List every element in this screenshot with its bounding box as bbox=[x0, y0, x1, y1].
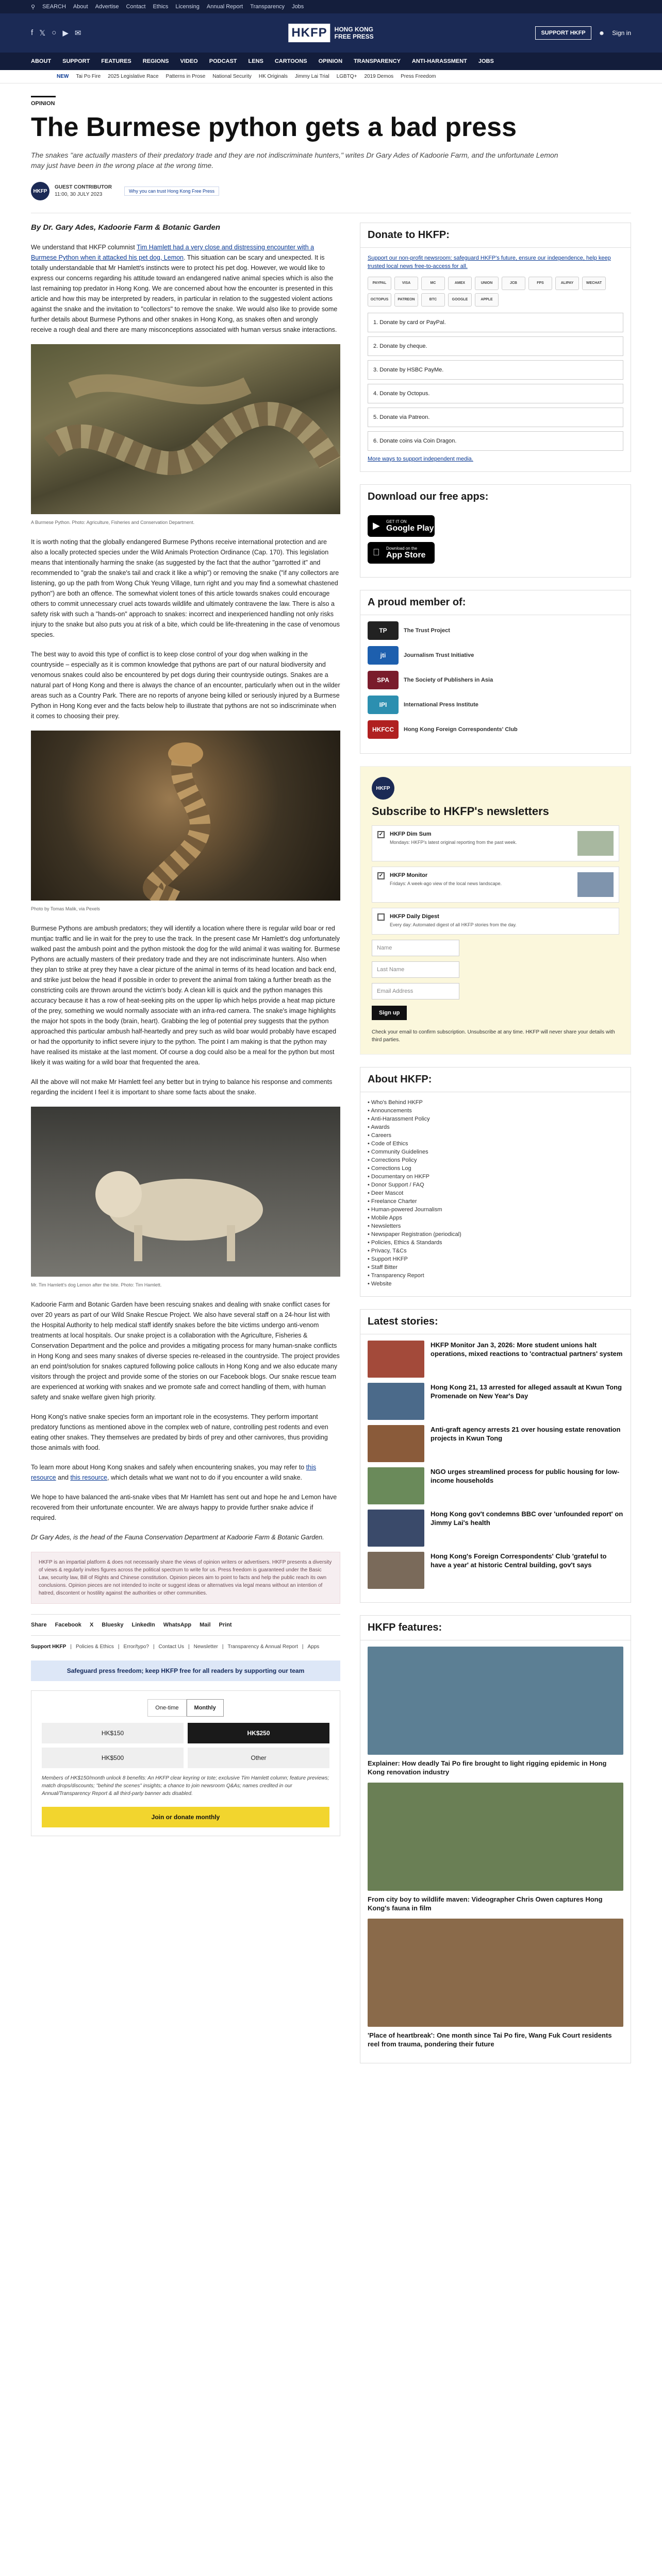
support-hkfp-button[interactable]: SUPPORT HKFP bbox=[535, 26, 591, 40]
news-item[interactable] bbox=[368, 1510, 623, 1547]
sign-in-link[interactable]: Sign in bbox=[612, 29, 631, 37]
nav-item[interactable]: ANTI-HARASSMENT bbox=[411, 58, 467, 64]
footer-link[interactable]: Policies & Ethics bbox=[75, 1644, 114, 1650]
member-org[interactable] bbox=[368, 646, 623, 665]
trending-label: NEW bbox=[57, 74, 69, 79]
ipi-logo: IPI bbox=[368, 696, 399, 714]
share-whatsapp-button[interactable]: WhatsApp bbox=[163, 1622, 192, 1628]
about-link[interactable]: • Awards bbox=[368, 1123, 623, 1131]
utility-link[interactable]: Advertise bbox=[95, 4, 119, 10]
feature-title[interactable]: Explainer: How deadly Tai Po fire brought to light rigging epidemic in Hong Kong renovation industry bbox=[368, 1759, 607, 1776]
logo-mark: HKFP bbox=[288, 24, 330, 42]
python-illustration bbox=[31, 344, 340, 514]
badge-big: Google Play bbox=[386, 523, 434, 533]
share-label: Share bbox=[31, 1622, 47, 1628]
option-name: HKFP Daily Digest bbox=[390, 913, 439, 920]
donate-option[interactable]: 2. Donate by cheque. bbox=[368, 336, 623, 356]
member-name: Hong Kong Foreign Correspondents' Club bbox=[404, 726, 518, 733]
dog-lemon-photo bbox=[31, 1107, 340, 1277]
mastercard-icon: MC bbox=[421, 277, 445, 290]
feature-image[interactable] bbox=[368, 1647, 623, 1755]
amount-option[interactable]: HK$150 bbox=[42, 1723, 184, 1743]
paragraph: All the above will not make Mr Hamlett feel any better but in trying to balance his response and comments regarding the incident I feel it is important to share some facts about the snake. bbox=[31, 1078, 333, 1096]
news-item[interactable] bbox=[368, 1341, 623, 1378]
badge-small: Download on the bbox=[386, 546, 418, 551]
news-thumbnail[interactable] bbox=[368, 1341, 424, 1378]
footer-link[interactable]: Contact Us bbox=[158, 1644, 185, 1650]
wechat-icon: WECHAT bbox=[582, 277, 606, 290]
feature-title[interactable]: From city boy to wildlife maven: Videographer Chris Owen captures Hong Kong's fauna in film bbox=[368, 1895, 603, 1912]
trending-link[interactable]: 2025 Legislative Race bbox=[108, 74, 159, 79]
about-link[interactable]: • Corrections Log bbox=[368, 1164, 623, 1173]
author-info bbox=[55, 184, 112, 198]
dog-illustration bbox=[31, 1107, 340, 1277]
nav-item[interactable]: REGIONS bbox=[142, 58, 169, 64]
share-linkedin-button[interactable]: LinkedIn bbox=[131, 1622, 155, 1628]
patreon-icon: PATREON bbox=[394, 293, 418, 307]
option-name: HKFP Monitor bbox=[390, 872, 428, 878]
article-byline: By Dr. Gary Ades, Kadoorie Farm & Botanic Garden bbox=[31, 223, 221, 232]
paragraph: The best way to avoid this type of conflict is to keep close control of your dog when walking in the countryside – especially as it is common knowledge that pythons are part of our natural biodiversity and venomous snakes could also be encountered by pet dogs during their countryside outings. Snakes are a natural part of Hong Kong and there is always the chance of an encounter, particularly when out in the wilder areas such as a Country Park. There are no reports of anyone being killed or seriously injured by a Burmese Python in Hong Kong ever and the facts below help to illustrate that pythons are not so indiscriminate when it comes to choosing their prey. bbox=[31, 651, 340, 720]
article-body bbox=[31, 223, 340, 2076]
newsletter-panel bbox=[360, 766, 631, 1055]
photo-caption: A Burmese Python. Photo: Agriculture, Fisheries and Conservation Department. bbox=[31, 520, 195, 525]
news-title[interactable]: Hong Kong 21, 13 arrested for alleged assault at Kwun Tong Promenade on New Year's Day bbox=[431, 1383, 622, 1400]
nav-item[interactable]: LENS bbox=[248, 58, 263, 64]
nav-item[interactable]: TRANSPARENCY bbox=[354, 58, 401, 64]
inline-link[interactable]: this resource bbox=[31, 1464, 317, 1481]
article-title: The Burmese python gets a bad press bbox=[31, 112, 517, 142]
x-icon[interactable]: 𝕏 bbox=[39, 29, 46, 38]
paragraph: Kadoorie Farm and Botanic Garden have been rescuing snakes and dealing with snake conflict cases for over 20 years as part of our Wild Snake Rescue Project. We also have several staff on a 24-hour list with the Hospital Authority to help medical staff identify snakes before the bite victims undergo anti-venom treatments at local hospitals. Our snake project is a collaboration with the Agriculture, Fisheries & Conservation Department and the police and provides a mitigating process for many human-snake conflicts in Hong Kong and sees many snakes of diverse species re-released in the countryside. The project provides an end point/solution for snakes captured following police callouts in Hong Kong and we also educate many visitors through the project and provide some of the stories on our Facebook blogs. Our snake rescue team are experienced at working with snakes and we promote safe and correct handling of them, with human safety and snake welfare given high priority. bbox=[31, 1301, 340, 1401]
user-icon[interactable]: ☻ bbox=[598, 29, 605, 37]
features-list bbox=[360, 1647, 631, 2048]
about-link[interactable]: • Newspaper Registration (periodical) bbox=[368, 1230, 623, 1239]
nav-item[interactable]: ABOUT bbox=[31, 58, 52, 64]
publish-date: 11:00, 30 JULY 2023 bbox=[55, 192, 103, 197]
article-kicker[interactable]: OPINION bbox=[31, 100, 55, 107]
member-org[interactable] bbox=[368, 696, 623, 714]
frequency-toggle bbox=[42, 1699, 329, 1717]
membership-note: Members of HK$150/month unlock 8 benefits: An HKFP clear keyring or tote; exclusive Tim Hamlett column; feature previews; match drops/discounts; "behind the scenes" insights; a chance to join newsroom Q&As; names credited in our Annual/Transparency Report & all third-party banner ads disabled. bbox=[42, 1775, 329, 1797]
nav-item[interactable]: VIDEO bbox=[180, 58, 198, 64]
trending-link[interactable]: Press Freedom bbox=[401, 74, 436, 79]
jti-logo: jti bbox=[368, 646, 399, 665]
utility-link[interactable]: Jobs bbox=[292, 4, 304, 10]
newsletter-fineprint: Check your email to confirm subscription. Unsubscribe at any time. HKFP will never share your details with third parties. bbox=[372, 1029, 615, 1043]
donate-option[interactable]: 3. Donate by HSBC PayMe. bbox=[368, 360, 623, 380]
about-link[interactable]: • Transparency Report bbox=[368, 1272, 623, 1280]
fps-icon: FPS bbox=[528, 277, 552, 290]
panel-title: About HKFP: bbox=[360, 1067, 631, 1092]
donate-option[interactable]: 5. Donate via Patreon. bbox=[368, 408, 623, 427]
footer-links: Support HKFP | Policies & Ethics | Error/typo? | Contact Us | Newsletter | Transparency & Annual Report | Apps bbox=[31, 1642, 340, 1652]
share-mail-button[interactable]: Mail bbox=[200, 1622, 211, 1628]
signup-button[interactable]: Sign up bbox=[372, 1006, 407, 1020]
option-desc: Fridays: A week-ago view of the local news landscape. bbox=[390, 881, 502, 886]
newsletter-option[interactable] bbox=[372, 908, 619, 935]
apple-pay-icon: APPLE bbox=[475, 293, 499, 307]
trending-link[interactable]: LGBTQ+ bbox=[336, 74, 357, 79]
logo-text bbox=[335, 26, 374, 40]
checkbox-checked[interactable]: ✓ bbox=[377, 831, 385, 838]
paragraph bbox=[31, 242, 340, 335]
latest-panel bbox=[360, 1309, 631, 1603]
amount-option[interactable]: HK$500 bbox=[42, 1748, 184, 1768]
member-org[interactable] bbox=[368, 671, 623, 689]
share-bluesky-button[interactable]: Bluesky bbox=[102, 1622, 124, 1628]
feature-item[interactable] bbox=[368, 1647, 623, 1776]
newsletter-thumb bbox=[577, 872, 614, 897]
apple-icon bbox=[373, 547, 380, 558]
about-link[interactable]: • Staff Bitter bbox=[368, 1263, 623, 1272]
news-title[interactable]: Anti-graft agency arrests 21 over housing estate renovation projects in Kwun Tong bbox=[431, 1426, 621, 1442]
donate-option[interactable]: 6. Donate coins via Coin Dragon. bbox=[368, 431, 623, 451]
about-link[interactable]: • Code of Ethics bbox=[368, 1140, 623, 1148]
octopus-icon: OCTOPUS bbox=[368, 293, 391, 307]
site-header bbox=[0, 13, 662, 53]
member-name: The Society of Publishers in Asia bbox=[404, 677, 493, 683]
photo-caption: Mr. Tim Hamlett's dog Lemon after the bite. Photo: Tim Hamlett. bbox=[31, 1282, 162, 1287]
about-link[interactable]: • Careers bbox=[368, 1131, 623, 1140]
site-logo[interactable] bbox=[288, 24, 373, 42]
panel-title: Donate to HKFP: bbox=[360, 223, 631, 248]
utility-bar bbox=[0, 0, 662, 13]
about-link[interactable]: • Announcements bbox=[368, 1107, 623, 1115]
logo-line-1: HONG KONG bbox=[334, 26, 373, 33]
utility-link[interactable]: Contact bbox=[126, 4, 146, 10]
nav-item[interactable]: JOBS bbox=[478, 58, 494, 64]
newsletter-logo: HKFP bbox=[372, 777, 394, 800]
option-name: HKFP Dim Sum bbox=[390, 831, 432, 837]
last-name-input[interactable]: Last Name bbox=[372, 961, 459, 978]
news-item[interactable] bbox=[368, 1383, 623, 1420]
tab-one-time[interactable]: One-time bbox=[147, 1699, 186, 1717]
badge-small: GET IT ON bbox=[386, 519, 407, 524]
byline bbox=[31, 182, 631, 200]
donate-intro-link[interactable]: Support our non-profit newsroom: safeguard HKFP's future, ensure our independence, help keep trusted local news free-to-access for all. bbox=[368, 255, 611, 269]
nav-item[interactable]: PODCAST bbox=[209, 58, 237, 64]
feature-item[interactable] bbox=[368, 1919, 623, 2048]
avatar[interactable]: HKFP bbox=[31, 182, 49, 200]
newsletter-option[interactable] bbox=[372, 867, 619, 903]
google-pay-icon: GOOGLE bbox=[448, 293, 472, 307]
utility-link[interactable]: Licensing bbox=[175, 4, 200, 10]
social-icons bbox=[31, 28, 81, 38]
member-name: Journalism Trust Initiative bbox=[404, 652, 474, 658]
paragraph: Burmese Pythons are ambush predators; they will identify a location where there is regular wild boar or red muntjac traffic and lie in wait for the prey to use the track. In the present case Mr Hamlett's dog unfortunately walked past the ambush point and the python mistook the dog for the wild animal it was waiting for. Burmese Pythons are actually masters of their predatory trade and they are not indiscriminate hunters. Also when they plan to strike at prey they have a clear picture of the animal in terms of its head location and back end, and strike just below the head if possible in order to prevent the animal from taking a further breath as the constricting coils are thrown around the victim's body. A clean kill is quick and the python manages this accuracy because it has a row of heat-seeking pits on the upper lip which helps provide a heat map picture of the prey, something we would normally associate with an infra-red camera. The snake's image highlights the major hot spots in the body (brain, heart). Grabbing the leg of potential prey suggests that the python approached this particular ambush half-heartedly and prey such as wild boar would probably have escaped or had the opportunity to inflict severe injury to the python. The point I am making is that the python may have realised its mistake at the last moment. Of course a dog could also be a meal for the python but most likely it was waiting for a wild boar that frequented the area. bbox=[31, 925, 340, 1066]
latest-list bbox=[360, 1341, 631, 1589]
text: We understand that HKFP columnist bbox=[31, 244, 137, 251]
newsletter-thumb bbox=[577, 831, 614, 856]
feature-item[interactable] bbox=[368, 1783, 623, 1912]
visa-icon: VISA bbox=[394, 277, 418, 290]
donate-panel bbox=[360, 223, 631, 472]
more-ways-link[interactable]: More ways to support independent media. bbox=[368, 456, 473, 462]
tab-monthly[interactable]: Monthly bbox=[187, 1699, 224, 1717]
search-icon[interactable]: ⚲ bbox=[31, 4, 36, 10]
share-bar bbox=[31, 1614, 340, 1636]
nav-item[interactable]: OPINION bbox=[318, 58, 343, 64]
utility-link[interactable]: Transparency bbox=[250, 4, 285, 10]
share-print-button[interactable]: Print bbox=[219, 1622, 232, 1628]
trending-link[interactable]: National Security bbox=[212, 74, 252, 79]
member-name: The Trust Project bbox=[404, 628, 450, 634]
about-link[interactable]: • Mobile Apps bbox=[368, 1214, 623, 1222]
about-link[interactable]: • Who's Behind HKFP bbox=[368, 1098, 623, 1107]
amount-options bbox=[42, 1723, 329, 1768]
trust-badge[interactable]: Why you can trust Hong Kong Free Press bbox=[124, 187, 219, 196]
app-store-button[interactable] bbox=[368, 542, 435, 564]
trust-project-logo: TP bbox=[368, 621, 399, 640]
footer-link[interactable]: Newsletter bbox=[193, 1644, 218, 1650]
nav-item[interactable]: FEATURES bbox=[101, 58, 131, 64]
trending-bar bbox=[0, 70, 662, 83]
alipay-icon: ALIPAY bbox=[555, 277, 579, 290]
feature-title[interactable]: 'Place of heartbreak': One month since Tai Po fire, Wang Fuk Court residents reel from trauma, pondering their future bbox=[368, 2031, 612, 2048]
news-item[interactable] bbox=[368, 1552, 623, 1589]
utility-link[interactable]: Ethics bbox=[153, 4, 169, 10]
photo-caption: Photo by Tomas Malik, via Pexels bbox=[31, 906, 100, 911]
paragraph: It is worth noting that the globally endangered Burmese Pythons receive international protection and are also a locally protected species under the Wild Animals Protection Ordinance (Cap. 170). This legislation means that intentionally harming the snake (as suggested by the fact that the author "garrotted it" and recommended to "grab the snake's tail and crack it like a whip") or removing the snake ("if any collectors are listening, go up the path from Wong Chuk Yeung Village, turn right and you may find a somewhat chastened python") are both an offence. The somewhat violent tones of this article towards snakes could encourage others to commit unnecessary cruel acts towards wildlife and ultimately contravene the law. There is also a safety risk with such a "hands-on" approach to snakes: incorrect and inexperienced handling not only risks injury to the snake but also puts you at risk of a bite, which could be life-threatening in the case of venomous species. bbox=[31, 538, 340, 638]
bitcoin-icon: BTC bbox=[421, 293, 445, 307]
inline-link[interactable]: Tim Hamlett had a very close and distressing encounter with a Burmese Python when it attacked his pet dog, Lemon bbox=[31, 244, 315, 261]
about-link[interactable]: • Freelance Charter bbox=[368, 1197, 623, 1206]
about-link[interactable]: • Newsletters bbox=[368, 1222, 623, 1230]
instagram-icon[interactable]: ○ bbox=[52, 28, 57, 37]
share-facebook-button[interactable]: Facebook bbox=[55, 1622, 81, 1628]
nav-item[interactable]: SUPPORT bbox=[62, 58, 90, 64]
share-x-button[interactable]: X bbox=[89, 1622, 94, 1628]
trending-link[interactable]: HK Originals bbox=[258, 74, 288, 79]
payment-methods bbox=[368, 277, 623, 307]
panel-title: Latest stories: bbox=[360, 1310, 631, 1334]
python-photo bbox=[31, 344, 340, 514]
news-thumbnail[interactable] bbox=[368, 1467, 424, 1504]
fcc-logo: HKFCC bbox=[368, 720, 399, 739]
inline-link[interactable]: this resource bbox=[70, 1474, 108, 1481]
email-input[interactable]: Email Address bbox=[372, 983, 459, 999]
option-desc: Every day: Automated digest of all HKFP stories from the day. bbox=[390, 922, 517, 927]
member-panel bbox=[360, 590, 631, 754]
about-panel bbox=[360, 1067, 631, 1297]
mail-icon[interactable]: ✉ bbox=[74, 29, 81, 38]
text: To learn more about Hong Kong snakes and safely when encountering snakes, you may refer to bbox=[31, 1464, 306, 1471]
checkbox-checked[interactable]: ✓ bbox=[377, 872, 385, 879]
about-links bbox=[360, 1098, 631, 1288]
feature-image[interactable] bbox=[368, 1783, 623, 1891]
amex-icon: AMEX bbox=[448, 277, 472, 290]
news-thumbnail[interactable] bbox=[368, 1552, 424, 1589]
donate-option[interactable]: 1. Donate by card or PayPal. bbox=[368, 313, 623, 332]
member-name: International Press Institute bbox=[404, 702, 478, 708]
checkbox[interactable] bbox=[377, 913, 385, 921]
unionpay-icon: UNION bbox=[475, 277, 499, 290]
news-title[interactable]: HKFP Monitor Jan 3, 2026: More student unions halt operations, mixed reactions to 'contractual partners' system bbox=[431, 1341, 623, 1358]
about-link[interactable]: • Documentary on HKFP bbox=[368, 1173, 623, 1181]
amount-option-other[interactable]: Other bbox=[188, 1748, 329, 1768]
donate-option[interactable]: 4. Donate by Octopus. bbox=[368, 384, 623, 403]
google-play-icon: ▶ bbox=[373, 520, 380, 531]
utility-link[interactable]: Annual Report bbox=[206, 4, 243, 10]
support-banner[interactable]: Safeguard press freedom; keep HKFP free for all readers by supporting our team bbox=[31, 1660, 340, 1681]
text: and bbox=[56, 1474, 71, 1481]
sidebar bbox=[360, 223, 631, 2076]
trending-link[interactable]: Jimmy Lai Trial bbox=[295, 74, 329, 79]
about-link[interactable]: • Donor Support / FAQ bbox=[368, 1181, 623, 1189]
news-title[interactable]: Hong Kong's Foreign Correspondents' Club 'grateful to have a year' at historic Central building, gov't says bbox=[431, 1552, 607, 1569]
about-link[interactable]: • Community Guidelines bbox=[368, 1148, 623, 1156]
jcb-icon: JCB bbox=[502, 277, 525, 290]
logo-line-2: FREE PRESS bbox=[334, 33, 374, 40]
footer-link[interactable]: Apps bbox=[307, 1644, 320, 1650]
about-link[interactable]: • Support HKFP bbox=[368, 1255, 623, 1263]
about-link[interactable]: • Anti-Harassment Policy bbox=[368, 1115, 623, 1123]
utility-link[interactable]: About bbox=[73, 4, 88, 10]
panel-title: HKFP features: bbox=[360, 1616, 631, 1640]
nav-item[interactable]: CARTOONS bbox=[274, 58, 307, 64]
python-closeup-photo bbox=[31, 731, 340, 901]
footer-link[interactable]: Support HKFP bbox=[31, 1644, 67, 1650]
facebook-icon[interactable]: f bbox=[31, 28, 34, 37]
author-label[interactable]: GUEST CONTRIBUTOR bbox=[55, 184, 112, 190]
features-panel bbox=[360, 1615, 631, 2063]
about-link[interactable]: • Privacy, T&Cs bbox=[368, 1247, 623, 1255]
text: . This situation can be scary and unexpected. It is totally understandable that Mr Hamlett's instincts were to protect his pet dog. However, we would like to express our concerns regarding his attitude toward an endangered native animal species which is also the last remaining top predator in Hong Kong. We are concerned about how the encounter is presented in this article and how this may be interpreted by readers, in particular in relation to the suggested violent actions against the snake and the invitation to "collectors" to remove the snake. We would also like to provide some further details about Burmese Pythons and other snakes in Hong Kong, as snakes often and wrongly receive a rough deal and there are many misconceptions associated with human versus snake interactions. bbox=[31, 254, 338, 333]
news-title[interactable]: Hong Kong gov't condemns BBC over 'unfounded report' on Jimmy Lai's health bbox=[431, 1510, 623, 1527]
paragraph: We hope to have balanced the anti-snake vibes that Mr Hamlett has sent out and hope he and Lemon have recovered from their unfortunate encounter. We are always happy to provide further snake advice if required. bbox=[31, 1494, 337, 1521]
news-item[interactable] bbox=[368, 1425, 623, 1462]
main-nav bbox=[0, 53, 662, 70]
donate-widget bbox=[31, 1690, 340, 1836]
badge-big: App Store bbox=[386, 550, 426, 560]
name-input[interactable]: Name bbox=[372, 940, 459, 956]
newsletter-option[interactable] bbox=[372, 825, 619, 861]
member-org[interactable] bbox=[368, 621, 623, 640]
amount-option-selected[interactable]: HK$250 bbox=[188, 1723, 329, 1743]
news-title[interactable]: NGO urges streamlined process for public housing for low-income households bbox=[431, 1468, 620, 1484]
feature-image[interactable] bbox=[368, 1919, 623, 2027]
news-thumbnail[interactable] bbox=[368, 1425, 424, 1462]
footer-link[interactable]: Transparency & Annual Report bbox=[227, 1644, 298, 1650]
paragraph: Hong Kong's native snake species form an important role in the ecosystems. They perform important predatory functions as mentioned above in the complex web of nature, controlling pest rodents and even eating other snakes. They themselves are predated by birds of prey and other carnivores, thus providing those animals with food. bbox=[31, 1413, 328, 1451]
opinion-disclaimer: HKFP is an impartial platform & does not necessarily share the views of opinion writers or advertisers. HKFP presents a diversity of views & regularly invites figures across the political spectrum to write for us. Press freedom is guaranteed under the Basic Law, security law, Bill of Rights and Chinese constitution. Opinion pieces aim to point to facts and help the public reach its own conclusions. Opinion pieces are not intended to incite or suggest ideas or alternatives via legal means without an intention of hatred, discontent or hostility against the authorities or other communities. bbox=[31, 1552, 340, 1604]
news-thumbnail[interactable] bbox=[368, 1510, 424, 1547]
trending-link[interactable]: Tai Po Fire bbox=[76, 74, 101, 79]
about-link[interactable]: • Website bbox=[368, 1280, 623, 1288]
option-desc: Mondays: HKFP's latest original reporting from the past week. bbox=[390, 840, 517, 845]
sopa-logo: SPA bbox=[368, 671, 399, 689]
about-link[interactable]: • Policies, Ethics & Standards bbox=[368, 1239, 623, 1247]
news-thumbnail[interactable] bbox=[368, 1383, 424, 1420]
panel-title: A proud member of: bbox=[360, 590, 631, 615]
apps-panel bbox=[360, 484, 631, 578]
utility-link[interactable]: SEARCH bbox=[42, 4, 66, 10]
youtube-icon[interactable]: ▶ bbox=[62, 29, 69, 38]
trending-link[interactable]: Patterns in Prose bbox=[166, 74, 206, 79]
kicker-rule bbox=[31, 96, 56, 97]
article-lede: The snakes "are actually masters of their predatory trade and they are not indiscriminate hunters," writes Dr Gary Ades of Kadoorie Farm, and the unfortunate Lemon may just have been in the wrong place at the wrong time. bbox=[31, 151, 558, 170]
about-link[interactable]: • Human-powered Journalism bbox=[368, 1206, 623, 1214]
trending-link[interactable]: 2019 Demos bbox=[364, 74, 394, 79]
panel-title: Download our free apps: bbox=[368, 491, 489, 502]
google-play-button[interactable] bbox=[368, 515, 435, 537]
footer-link[interactable]: Error/typo? bbox=[123, 1644, 149, 1650]
news-item[interactable] bbox=[368, 1467, 623, 1504]
member-org[interactable] bbox=[368, 720, 623, 739]
about-link[interactable]: • Corrections Policy bbox=[368, 1156, 623, 1164]
python-closeup-illustration bbox=[31, 731, 340, 901]
join-button[interactable]: Join or donate monthly bbox=[42, 1807, 329, 1827]
paypal-icon: PAYPAL bbox=[368, 277, 391, 290]
paragraph bbox=[31, 1462, 340, 1483]
text: , which details what we want not to do if you encounter a wild snake. bbox=[107, 1474, 303, 1481]
newsletter-title: Subscribe to HKFP's newsletters bbox=[372, 805, 549, 818]
about-link[interactable]: • Deer Mascot bbox=[368, 1189, 623, 1197]
author-bio: Dr Gary Ades, is the head of the Fauna Conservation Department at Kadoorie Farm & Botanic Garden. bbox=[31, 1534, 324, 1541]
